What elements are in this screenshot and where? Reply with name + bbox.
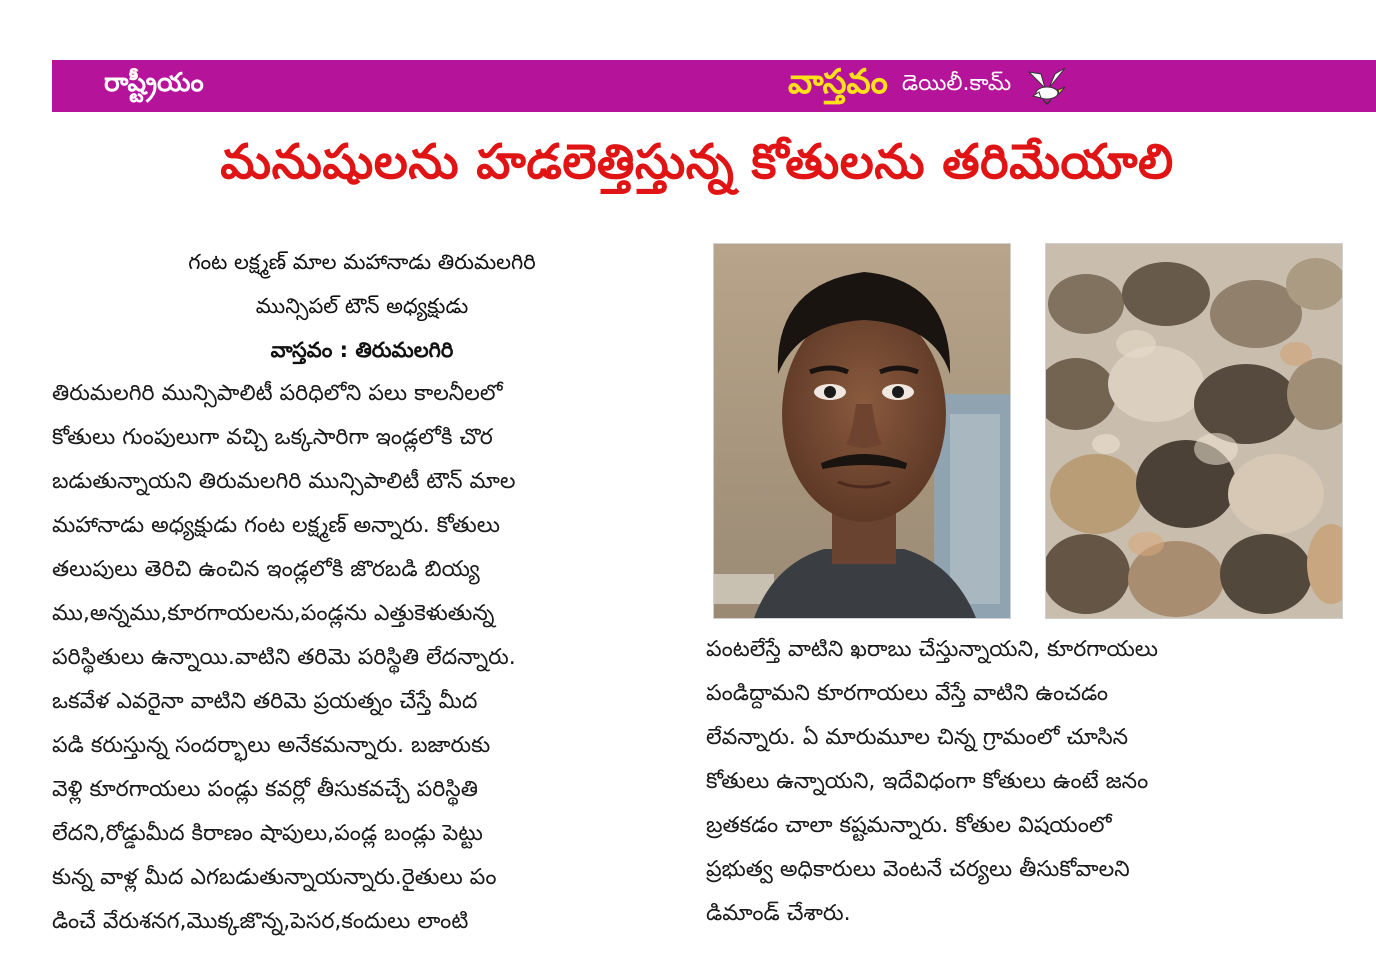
headline: మనుషులను హడలెత్తిస్తున్న కోతులను తరిమేయాలి <box>220 134 1174 190</box>
body-line: కోతులు ఉన్నాయని, ఇదేవిధంగా కోతులు ఉంటే జనం <box>706 769 1149 794</box>
article-body-right-column <box>706 628 1342 936</box>
body-line: లేదని,రోడ్డుమీద కిరాణం షాపులు,పండ్ల బండ్లు పెట్టు <box>52 821 483 846</box>
body-line: ప్రభుత్వ అధికారులు వెంటనే చర్యలు తీసుకోవాలని <box>706 857 1130 882</box>
body-line: బడుతున్నాయని తిరుమలగిరి మున్సిపాలిటీ టౌన్ మాల <box>52 469 516 494</box>
body-line: మహానాడు అధ్యక్షుడు గంట లక్ష్మణ్ అన్నారు. కోతులు <box>52 513 500 538</box>
body-line: కోతులు గుంపులుగా వచ్చి ఒక్కసారిగా ఇండ్లలోకి చొర <box>52 425 493 450</box>
dove-icon <box>1025 66 1069 106</box>
dateline: వాస్తవం : తిరుమలగిరి <box>270 338 454 362</box>
body-line: పరిస్థితులు ఉన్నాయి.వాటిని తరిమె పరిస్థితి లేదన్నారు. <box>52 645 516 670</box>
body-line: తిరుమలగిరి మున్సిపాలిటీ పరిధిలోని పలు కాలనీలలో <box>52 381 503 406</box>
body-line: ము,అన్నము,కూరగాయలను,పండ్లను ఎత్తుకెళుతున్న <box>52 601 495 626</box>
body-line: పండిద్దామని కూరగాయలు వేస్తే వాటిని ఉంచడం <box>706 681 1109 706</box>
body-line: పడి కరుస్తున్న సందర్భాలు అనేకమన్నారు. బజారుకు <box>52 733 491 758</box>
body-line: డిమాండ్ చేశారు. <box>706 901 851 926</box>
brand-domain: డెయిలీ.కామ్ <box>901 71 1012 96</box>
byline-line-2: మున్సిపల్ టౌన్ అధ్యక్షుడు <box>255 294 469 318</box>
section-label: రాష్ట్రీయం <box>104 68 204 98</box>
masthead-logo[interactable] <box>788 64 1069 108</box>
body-line: తలుపులు తెరిచి ఉంచిన ఇండ్లలోకి జొరబడి బియ్య <box>52 557 480 582</box>
monkeys-photo <box>1045 243 1343 619</box>
article-body-left-column <box>52 372 680 944</box>
byline <box>52 240 672 372</box>
byline-line-1: గంట లక్ష్మణ్ మాల మహానాడు తిరుమలగిరి <box>188 250 536 274</box>
body-line: వెళ్లి కూరగాయలు పండ్లు కవర్లో తీసుకవచ్చే పరిస్థితి <box>52 777 478 802</box>
portrait-photo <box>713 243 1011 619</box>
body-line: కున్న వాళ్ల మీద ఎగబడుతున్నాయన్నారు.రైతులు పం <box>52 865 497 890</box>
body-line: బ్రతకడం చాలా కష్టమన్నారు. కోతుల విషయంలో <box>706 813 1112 838</box>
body-line: డించే వేరుశనగ,మొక్కజొన్న,పెసర,కందులు లాంటి <box>52 909 469 934</box>
body-line: లేవన్నారు. ఏ మారుమూల చిన్న గ్రామంలో చూసిన <box>706 725 1129 750</box>
body-line: పంటలేస్తే వాటిని ఖరాబు చేస్తున్నాయని, కూరగాయలు <box>706 637 1159 662</box>
body-line: ఒకవేళ ఎవరైనా వాటిని తరిమె ప్రయత్నం చేస్తే మీద <box>52 689 478 714</box>
section-header-band <box>52 60 1376 112</box>
brand-name: వాస్తవం <box>788 62 888 102</box>
